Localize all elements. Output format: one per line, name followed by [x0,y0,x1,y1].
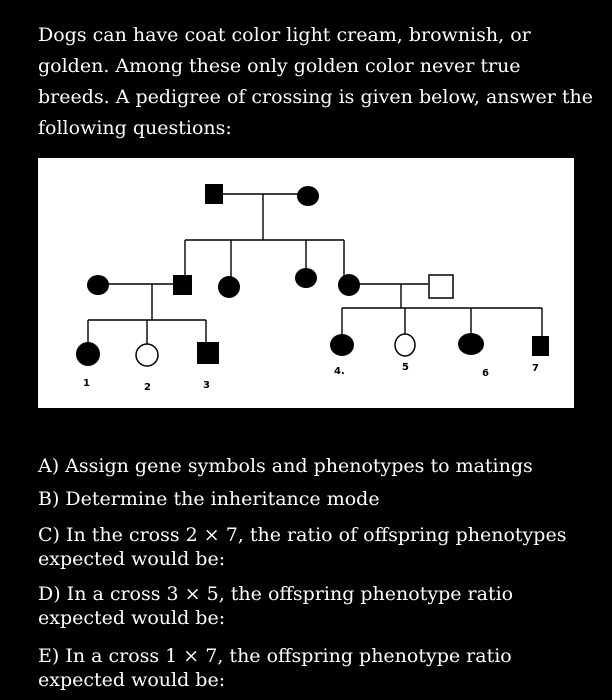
pedigree-chart [38,158,574,408]
affected-female-symbol [218,276,240,298]
unaffected-female-symbol [136,344,158,366]
question-line: A) Assign gene symbols and phenotypes to matings [38,455,533,477]
question-line: expected would be: [38,548,226,570]
problem-statement-line: following questions: [38,117,232,139]
problem-statement-line: Dogs can have coat color light cream, brownish, or [38,24,531,46]
question-line: B) Determine the inheritance mode [38,488,380,510]
individual-label: 3 [203,380,210,391]
pedigree-lines [88,194,542,344]
affected-female-symbol [330,334,354,356]
question-line: expected would be: [38,669,226,691]
affected-female-symbol [76,342,100,366]
problem-statement [38,20,598,144]
question-b [38,487,380,511]
question-line: expected would be: [38,607,226,629]
affected-male-symbol [205,184,223,204]
question-e [38,644,512,692]
unaffected-female-symbol [395,334,415,356]
affected-male-symbol [197,342,219,364]
individual-label: 4. [334,366,345,377]
affected-male-symbol [173,275,192,295]
individual-label: 5 [402,362,409,373]
question-d [38,582,513,630]
affected-female-symbol [87,275,109,295]
affected-female-symbol [458,333,484,355]
question-line: C) In the cross 2 × 7, the ratio of offspring phenotypes [38,524,567,546]
individual-label: 2 [144,382,151,393]
affected-female-symbol [338,274,360,296]
affected-female-symbol [295,268,317,288]
question-line: E) In a cross 1 × 7, the offspring phenotype ratio [38,645,512,667]
question-c [38,523,566,571]
question-line: D) In a cross 3 × 5, the offspring phenotype ratio [38,583,514,605]
question-a [38,454,533,478]
individual-label: 1 [83,378,90,389]
unaffected-male-symbol [429,275,453,298]
problem-statement-line: golden. Among these only golden color never true [38,55,521,77]
affected-female-symbol [297,186,319,206]
problem-statement-line: breeds. A pedigree of crossing is given below, answer the [38,86,594,108]
individual-label: 6 [482,368,489,379]
individual-label: 7 [532,363,539,374]
pedigree-diagram [38,158,574,408]
affected-male-symbol [532,336,549,356]
